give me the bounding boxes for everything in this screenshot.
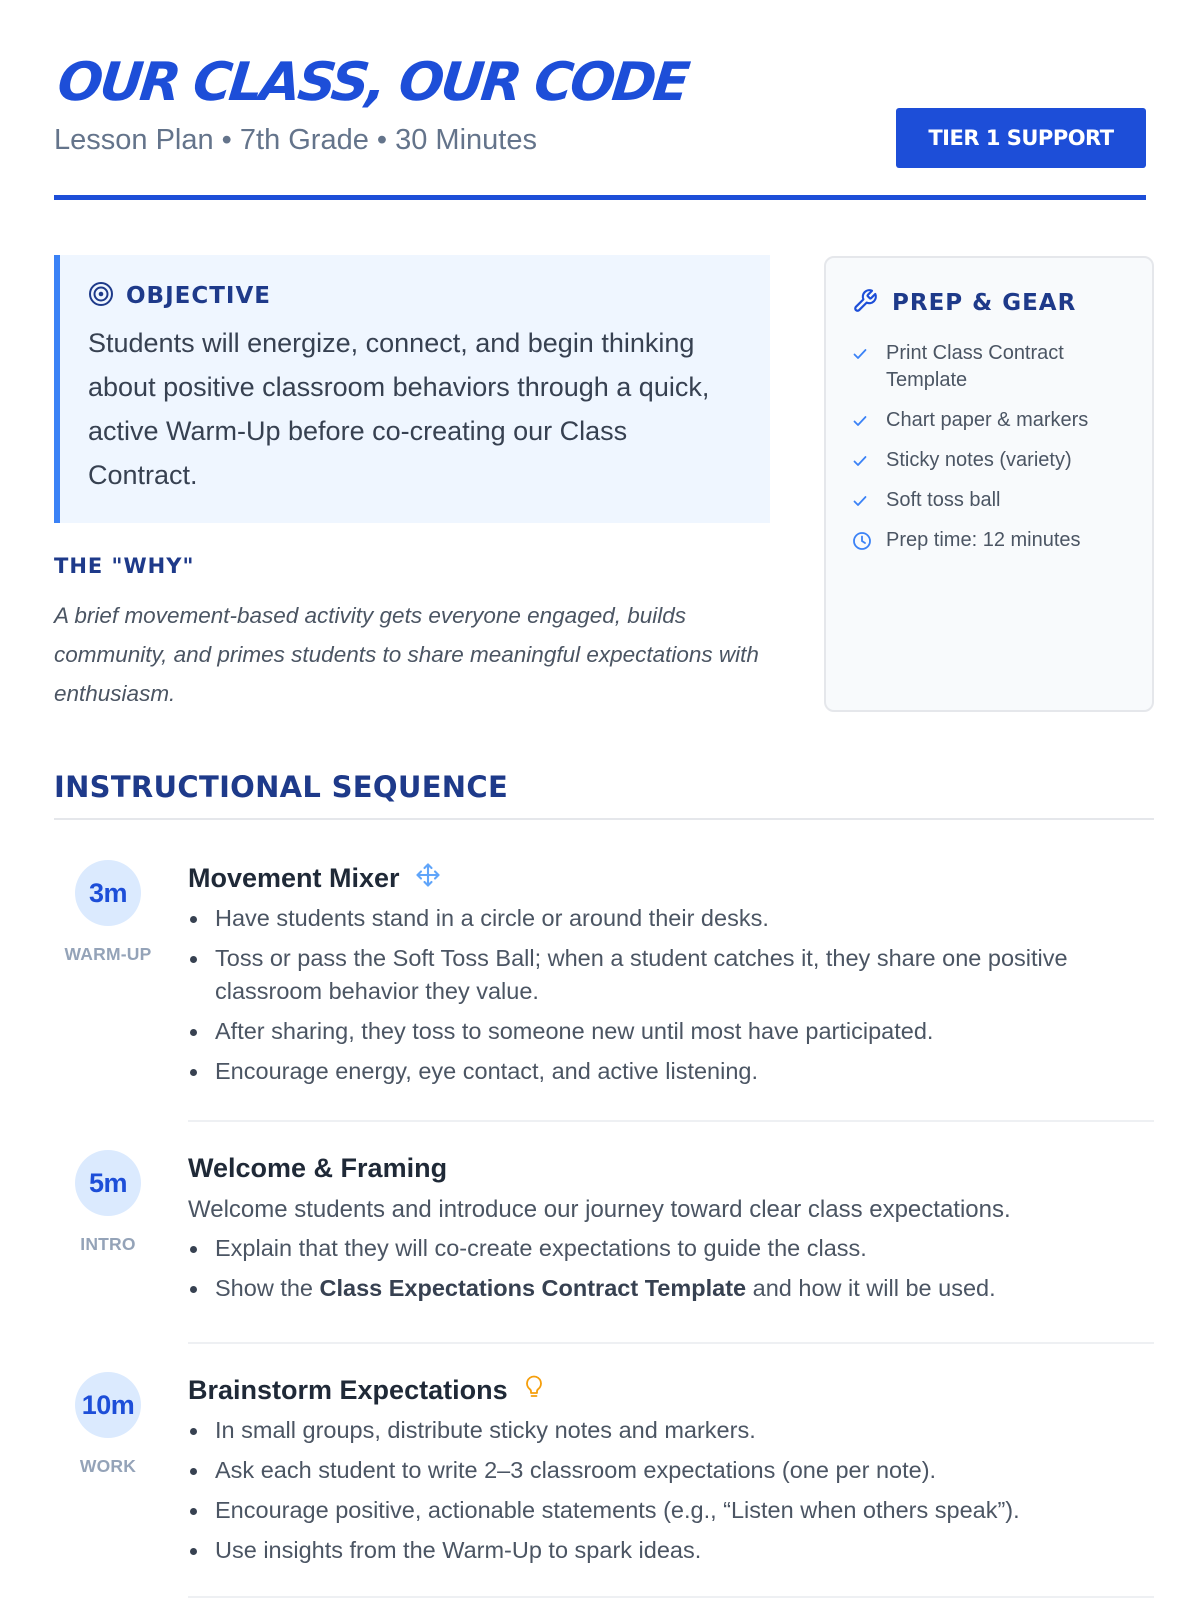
why-heading: THE "WHY" xyxy=(54,554,195,578)
step-bullets xyxy=(188,902,1154,1088)
objective-panel xyxy=(54,255,770,523)
objective-text: Students will energize, connect, and begin thinking about positive classroom behaviors through a quick, active Warm-Up before co-creating our Class Contract. xyxy=(88,328,710,490)
objective-header xyxy=(88,283,740,309)
divider xyxy=(188,1120,1154,1122)
prep-item xyxy=(852,407,1126,434)
duration-badge: 10m xyxy=(75,1372,141,1438)
prep-item xyxy=(852,340,1126,394)
step-badge-column xyxy=(54,1150,162,1255)
prep-header xyxy=(852,288,1126,318)
list-item-text: Show the xyxy=(215,1275,320,1301)
prep-item xyxy=(852,487,1126,514)
prep-item-text: Sticky notes (variety) xyxy=(886,449,1072,471)
wrench-icon xyxy=(852,288,878,319)
check-icon xyxy=(852,407,872,434)
list-item: Use insights from the Warm-Up to spark ideas. xyxy=(188,1534,1154,1567)
step-title-row xyxy=(188,1372,1154,1408)
prep-label: PREP & GEAR xyxy=(892,290,1077,316)
prep-item xyxy=(852,447,1126,474)
prep-item xyxy=(852,527,1126,554)
list-item: After sharing, they toss to someone new until most have participated. xyxy=(188,1015,1154,1048)
page-title: OUR CLASS, OUR CODE xyxy=(54,52,690,113)
step-title-row xyxy=(188,1150,1154,1186)
divider xyxy=(54,818,1154,820)
objective-label: OBJECTIVE xyxy=(126,283,271,309)
prep-list xyxy=(852,340,1126,554)
list-item: Encourage energy, eye contact, and active listening. xyxy=(188,1055,1154,1088)
prep-item-text: Chart paper & markers xyxy=(886,409,1089,431)
divider xyxy=(188,1342,1154,1344)
step-title: Brainstorm Expectations xyxy=(188,1374,508,1405)
list-item: Ask each student to write 2–3 classroom expectations (one per note). xyxy=(188,1454,1154,1487)
step-body xyxy=(188,860,1154,1095)
list-item: Toss or pass the Soft Toss Ball; when a student catches it, they share one positive classroom behavior they value. xyxy=(188,942,1154,1008)
step-title-row xyxy=(188,860,1154,896)
check-icon xyxy=(852,340,872,367)
phase-label: WARM-UP xyxy=(64,944,152,964)
template-name: Class Expectations Contract Template xyxy=(319,1275,747,1301)
clock-icon xyxy=(852,527,872,554)
sequence-title: INSTRUCTIONAL SEQUENCE xyxy=(54,770,509,804)
step-badge-column xyxy=(54,860,162,965)
header xyxy=(54,0,1146,200)
why-text: A brief movement-based activity gets everyone engaged, builds community, and primes students to share meaningful expectations with enthusiasm. xyxy=(54,603,759,706)
duration-badge: 5m xyxy=(75,1150,141,1216)
divider xyxy=(188,1596,1154,1598)
step-bullets xyxy=(188,1414,1154,1567)
step-title: Welcome & Framing xyxy=(188,1152,448,1183)
list-item xyxy=(188,1272,1154,1305)
list-item: Have students stand in a circle or around their desks. xyxy=(188,902,1154,935)
prep-item-text: Print Class Contract Template xyxy=(886,342,1064,391)
step-title: Movement Mixer xyxy=(188,862,400,893)
list-item: In small groups, distribute sticky notes and markers. xyxy=(188,1414,1154,1447)
page-subtitle: Lesson Plan • 7th Grade • 30 Minutes xyxy=(54,124,537,156)
prep-gear-card xyxy=(824,256,1154,712)
phase-label: INTRO xyxy=(80,1234,136,1254)
list-item: Encourage positive, actionable statements (e.g., “Listen when others speak”). xyxy=(188,1494,1154,1527)
step-bullets xyxy=(188,1232,1154,1305)
prep-item-text: Soft toss ball xyxy=(886,489,1001,511)
step-body xyxy=(188,1150,1154,1312)
duration-badge: 3m xyxy=(75,860,141,926)
tier-support-button[interactable]: TIER 1 SUPPORT xyxy=(896,108,1146,168)
step-body xyxy=(188,1372,1154,1574)
list-item: Explain that they will co-create expectations to guide the class. xyxy=(188,1232,1154,1265)
phase-label: WORK xyxy=(79,1456,137,1476)
move-arrows-icon xyxy=(414,861,442,896)
step-intro: Welcome students and introduce our journey toward clear class expectations. xyxy=(188,1196,1011,1223)
check-icon xyxy=(852,447,872,474)
lightbulb-icon xyxy=(522,1374,546,1407)
prep-item-text: Prep time: 12 minutes xyxy=(886,529,1081,551)
list-item-text: and how it will be used. xyxy=(746,1275,996,1301)
check-icon xyxy=(852,487,872,514)
target-icon xyxy=(88,281,114,312)
step-badge-column xyxy=(54,1372,162,1477)
